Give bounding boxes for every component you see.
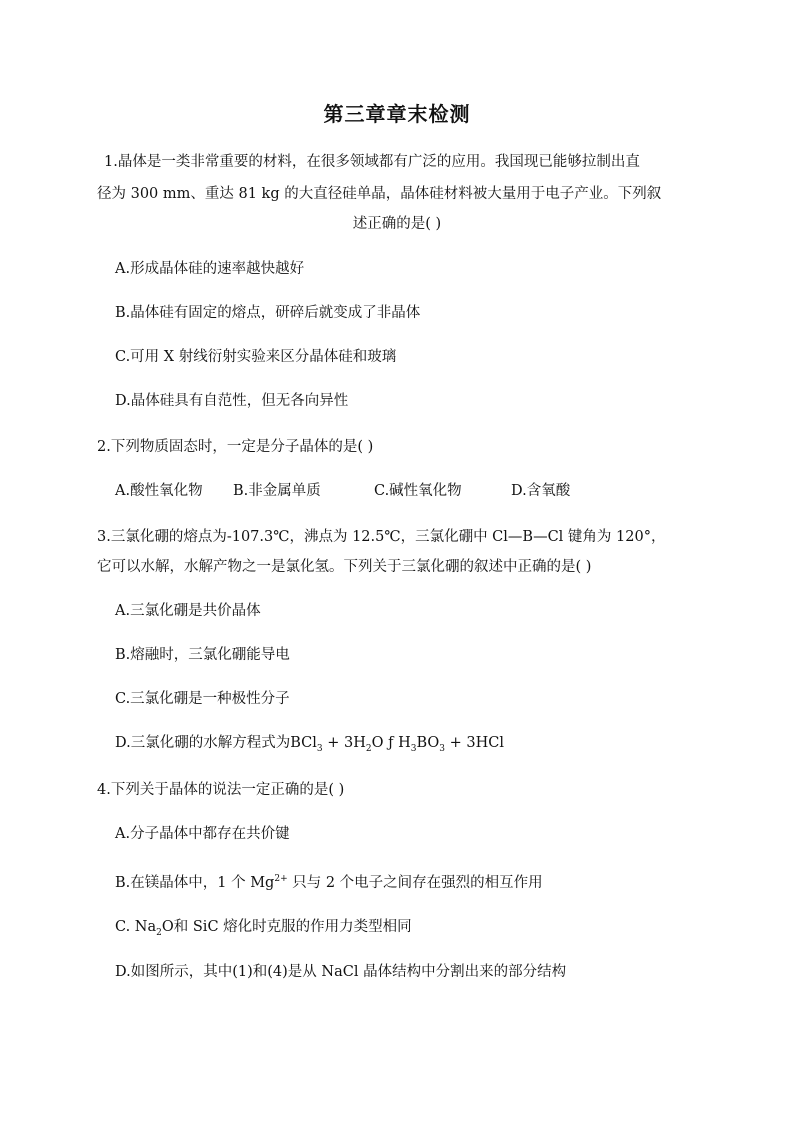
equation-part: + 3HCl <box>445 735 504 751</box>
question-1-option-a: A.形成晶体硅的速率越快越好 <box>115 261 305 277</box>
page-title: 第三章章末检测 <box>323 102 471 126</box>
question-4-line-1: 4.下列关于晶体的说法一定正确的是( ) <box>97 782 345 798</box>
question-3-option-d-text: D.三氯化硼的水解方程式为 <box>115 735 291 751</box>
question-2-option-c: C.碱性氧化物 <box>374 483 462 499</box>
charge-superscript: 2+ <box>274 874 288 884</box>
question-4-option-b-suffix: 只与 2 个电子之间存在强烈的相互作用 <box>287 874 543 891</box>
question-4-option-d: D.如图所示，其中(1)和(4)是从 NaCl 晶体结构中分割出来的部分结构 <box>115 964 567 980</box>
question-1-line-2: 径为 300 mm、重达 81 kg 的大直径硅单晶，晶体硅材料被大量用于电子产业。下列叙 <box>97 186 662 202</box>
question-1-line-3: 述正确的是( ) <box>352 216 442 232</box>
formula-subscript: 2 <box>156 927 162 938</box>
question-4-option-c-suffix: O和 SiC 熔化时克服的作用力类型相同 <box>161 919 412 935</box>
question-1-line-1: 1.晶体是一类非常重要的材料，在很多领域都有广泛的应用。我国现已能够拉制出直 <box>104 154 640 170</box>
equation-subscript: 2 <box>365 743 372 754</box>
equation-part: + 3H <box>322 735 366 751</box>
question-2-option-d: D.含氧酸 <box>511 483 571 499</box>
question-2-line-1: 2.下列物质固态时，一定是分子晶体的是( ) <box>97 439 374 455</box>
question-3-option-d <box>115 733 504 759</box>
equation-part: O ƒ H <box>371 735 411 751</box>
question-4-option-c <box>115 917 412 943</box>
question-4-option-b-prefix: B.在镁晶体中，1 个 Mg <box>115 874 275 891</box>
question-4-option-b <box>115 869 543 893</box>
question-3-option-b: B.熔融时，三氯化硼能导电 <box>115 647 290 663</box>
question-4-option-a: A.分子晶体中都存在共价键 <box>115 826 290 842</box>
question-1-option-c: C.可用 X 射线衍射实验来区分晶体硅和玻璃 <box>115 349 397 365</box>
equation-part: BCl <box>290 735 317 751</box>
equation-subscript: 3 <box>316 743 323 754</box>
equation-part: BO <box>416 735 440 751</box>
equation-subscript: 3 <box>410 743 417 754</box>
question-2-options <box>115 481 570 501</box>
question-2-option-b: B.非金属单质 <box>233 483 321 499</box>
equation-subscript: 3 <box>439 743 446 754</box>
question-2-option-a: A.酸性氧化物 <box>115 483 203 499</box>
question-3-option-a: A.三氯化硼是共价晶体 <box>115 603 261 619</box>
question-1-option-b: B.晶体硅有固定的熔点，研碎后就变成了非晶体 <box>115 305 421 321</box>
question-3-line-2: 它可以水解，水解产物之一是氯化氢。下列关于三氯化硼的叙述中正确的是( ) <box>97 559 592 575</box>
question-4-option-c-prefix: C. Na <box>115 919 157 935</box>
question-3-option-c: C.三氯化硼是一种极性分子 <box>115 691 290 707</box>
question-3-line-1: 3.三氯化硼的熔点为-107.3℃，沸点为 12.5℃，三氯化硼中 Cl—B—Cl 键角为 120°， <box>97 529 666 545</box>
question-1-option-d: D.晶体硅具有自范性，但无各向异性 <box>115 393 349 409</box>
